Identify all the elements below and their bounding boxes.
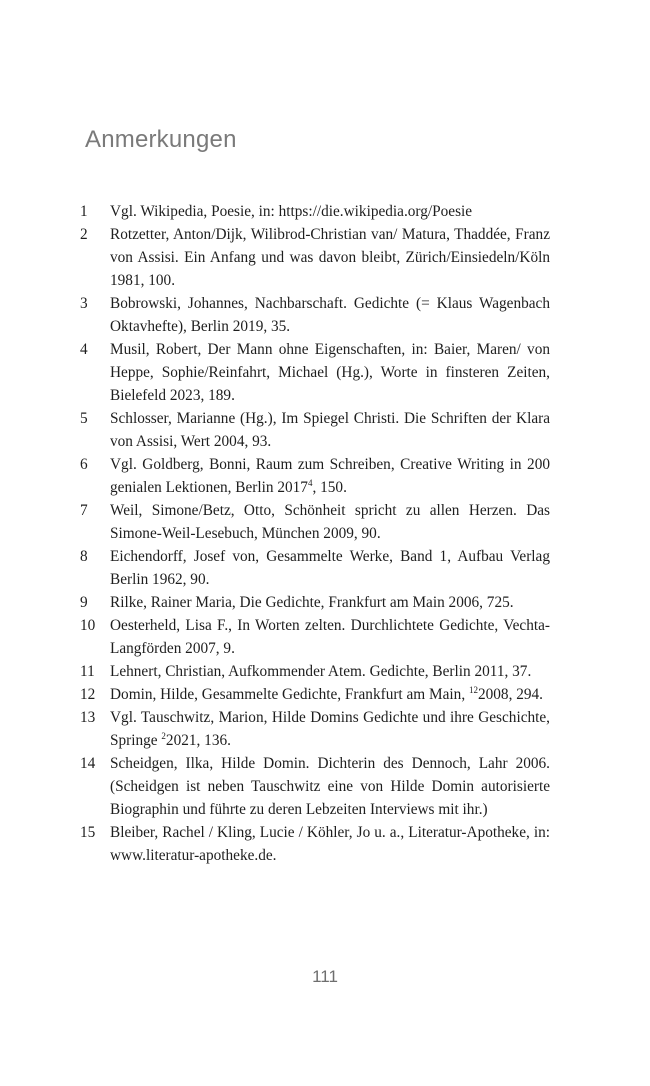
endnotes-list: [80, 200, 550, 867]
endnote-text: Bobrowski, Johannes, Nachbarschaft. Gedichte (= Klaus Wagenbach Oktavhefte), Berlin 2019, 35.: [110, 295, 550, 335]
endnote-number: 3: [80, 295, 88, 312]
endnote-9: [80, 591, 550, 614]
endnote-15: [80, 821, 550, 867]
endnote-text-part: Vgl. Tauschwitz, Marion, Hilde Domins Gedichte und ihre Geschichte, Springe: [110, 709, 550, 749]
endnote-number: 13: [80, 709, 96, 726]
endnote-number: 11: [80, 663, 95, 680]
endnote-5: [80, 407, 550, 453]
edition-superscript: 4: [307, 478, 313, 488]
endnote-4: [80, 338, 550, 407]
endnote-2: [80, 223, 550, 292]
endnote-10: [80, 614, 550, 660]
endnote-text: [110, 706, 550, 752]
endnote-number: 6: [80, 456, 88, 473]
endnote-text: Bleiber, Rachel / Kling, Lucie / Köhler, Jo u. a., Literatur-Apotheke, in: www.literatur-apotheke.de.: [110, 824, 550, 864]
endnote-text: Schlosser, Marianne (Hg.), Im Spiegel Christi. Die Schriften der Klara von Assisi, Wert 2004, 93.: [110, 410, 550, 450]
endnote-6: [80, 453, 550, 499]
endnote-3: [80, 292, 550, 338]
endnote-12: [80, 683, 550, 706]
endnote-text: [110, 683, 550, 706]
endnote-text: Vgl. Wikipedia, Poesie, in: https://die.wikipedia.org/Poesie: [110, 203, 473, 220]
endnote-text: Rotzetter, Anton/Dijk, Wilibrod-Christian van/ Matura, Thaddée, Franz von Assisi. Ein Anfang und was davon bleibt, Zürich/Einsiedeln/Köln 1981, 100.: [110, 226, 550, 289]
edition-superscript: 2: [161, 731, 166, 741]
endnote-text-part: , 150.: [312, 479, 347, 496]
endnote-text: Rilke, Rainer Maria, Die Gedichte, Frankfurt am Main 2006, 725.: [110, 594, 514, 611]
endnote-11: [80, 660, 550, 683]
endnote-text-part: Domin, Hilde, Gesammelte Gedichte, Frankfurt am Main,: [110, 686, 469, 703]
endnote-text: Weil, Simone/Betz, Otto, Schönheit spricht zu allen Herzen. Das Simone-Weil-Lesebuch, München 2009, 90.: [110, 502, 550, 542]
endnote-number: 2: [80, 226, 88, 243]
endnote-14: [80, 752, 550, 821]
endnote-number: 10: [80, 617, 96, 634]
endnote-number: 4: [80, 341, 88, 358]
endnote-text: [110, 453, 550, 499]
endnote-text: Lehnert, Christian, Aufkommender Atem. Gedichte, Berlin 2011, 37.: [110, 663, 532, 680]
endnote-text: Scheidgen, Ilka, Hilde Domin. Dichterin des Dennoch, Lahr 2006. (Scheidgen ist neben Tauschwitz eine von Hilde Domin autorisierte Biographin und führte zu deren Lebzeiten Interviews mit ihr.): [110, 755, 550, 818]
endnote-number: 8: [80, 548, 88, 565]
endnote-text-part: 2008, 294.: [477, 686, 543, 703]
page-number: 111: [312, 967, 338, 986]
endnote-text: Musil, Robert, Der Mann ohne Eigenschaften, in: Baier, Maren/ von Heppe, Sophie/Reinfahrt, Michael (Hg.), Worte in finsteren Zeiten, Bielefeld 2023, 189.: [110, 341, 550, 404]
endnote-text: Eichendorff, Josef von, Gesammelte Werke, Band 1, Aufbau Verlag Berlin 1962, 90.: [110, 548, 550, 588]
endnote-number: 7: [80, 502, 88, 519]
endnote-text-part: Vgl. Goldberg, Bonni, Raum zum Schreiben, Creative Writing in 200 genialen Lektionen, Berlin 2017: [110, 456, 550, 496]
endnote-8: [80, 545, 550, 591]
endnote-number: 14: [80, 755, 96, 772]
endnote-7: [80, 499, 550, 545]
endnote-number: 1: [80, 203, 88, 220]
endnote-text-part: 2021, 136.: [165, 732, 231, 749]
endnote-number: 15: [80, 824, 96, 841]
endnote-number: 9: [80, 594, 88, 611]
page-title: Anmerkungen: [85, 126, 237, 153]
endnote-number: 5: [80, 410, 88, 427]
endnote-1: [80, 200, 550, 223]
edition-superscript: 12: [468, 685, 478, 695]
endnote-13: [80, 706, 550, 752]
endnote-text: Oesterheld, Lisa F., In Worten zelten. Durchlichtete Gedichte, Vechta-Langförden 2007, 9.: [110, 617, 550, 657]
endnote-number: 12: [80, 686, 96, 703]
